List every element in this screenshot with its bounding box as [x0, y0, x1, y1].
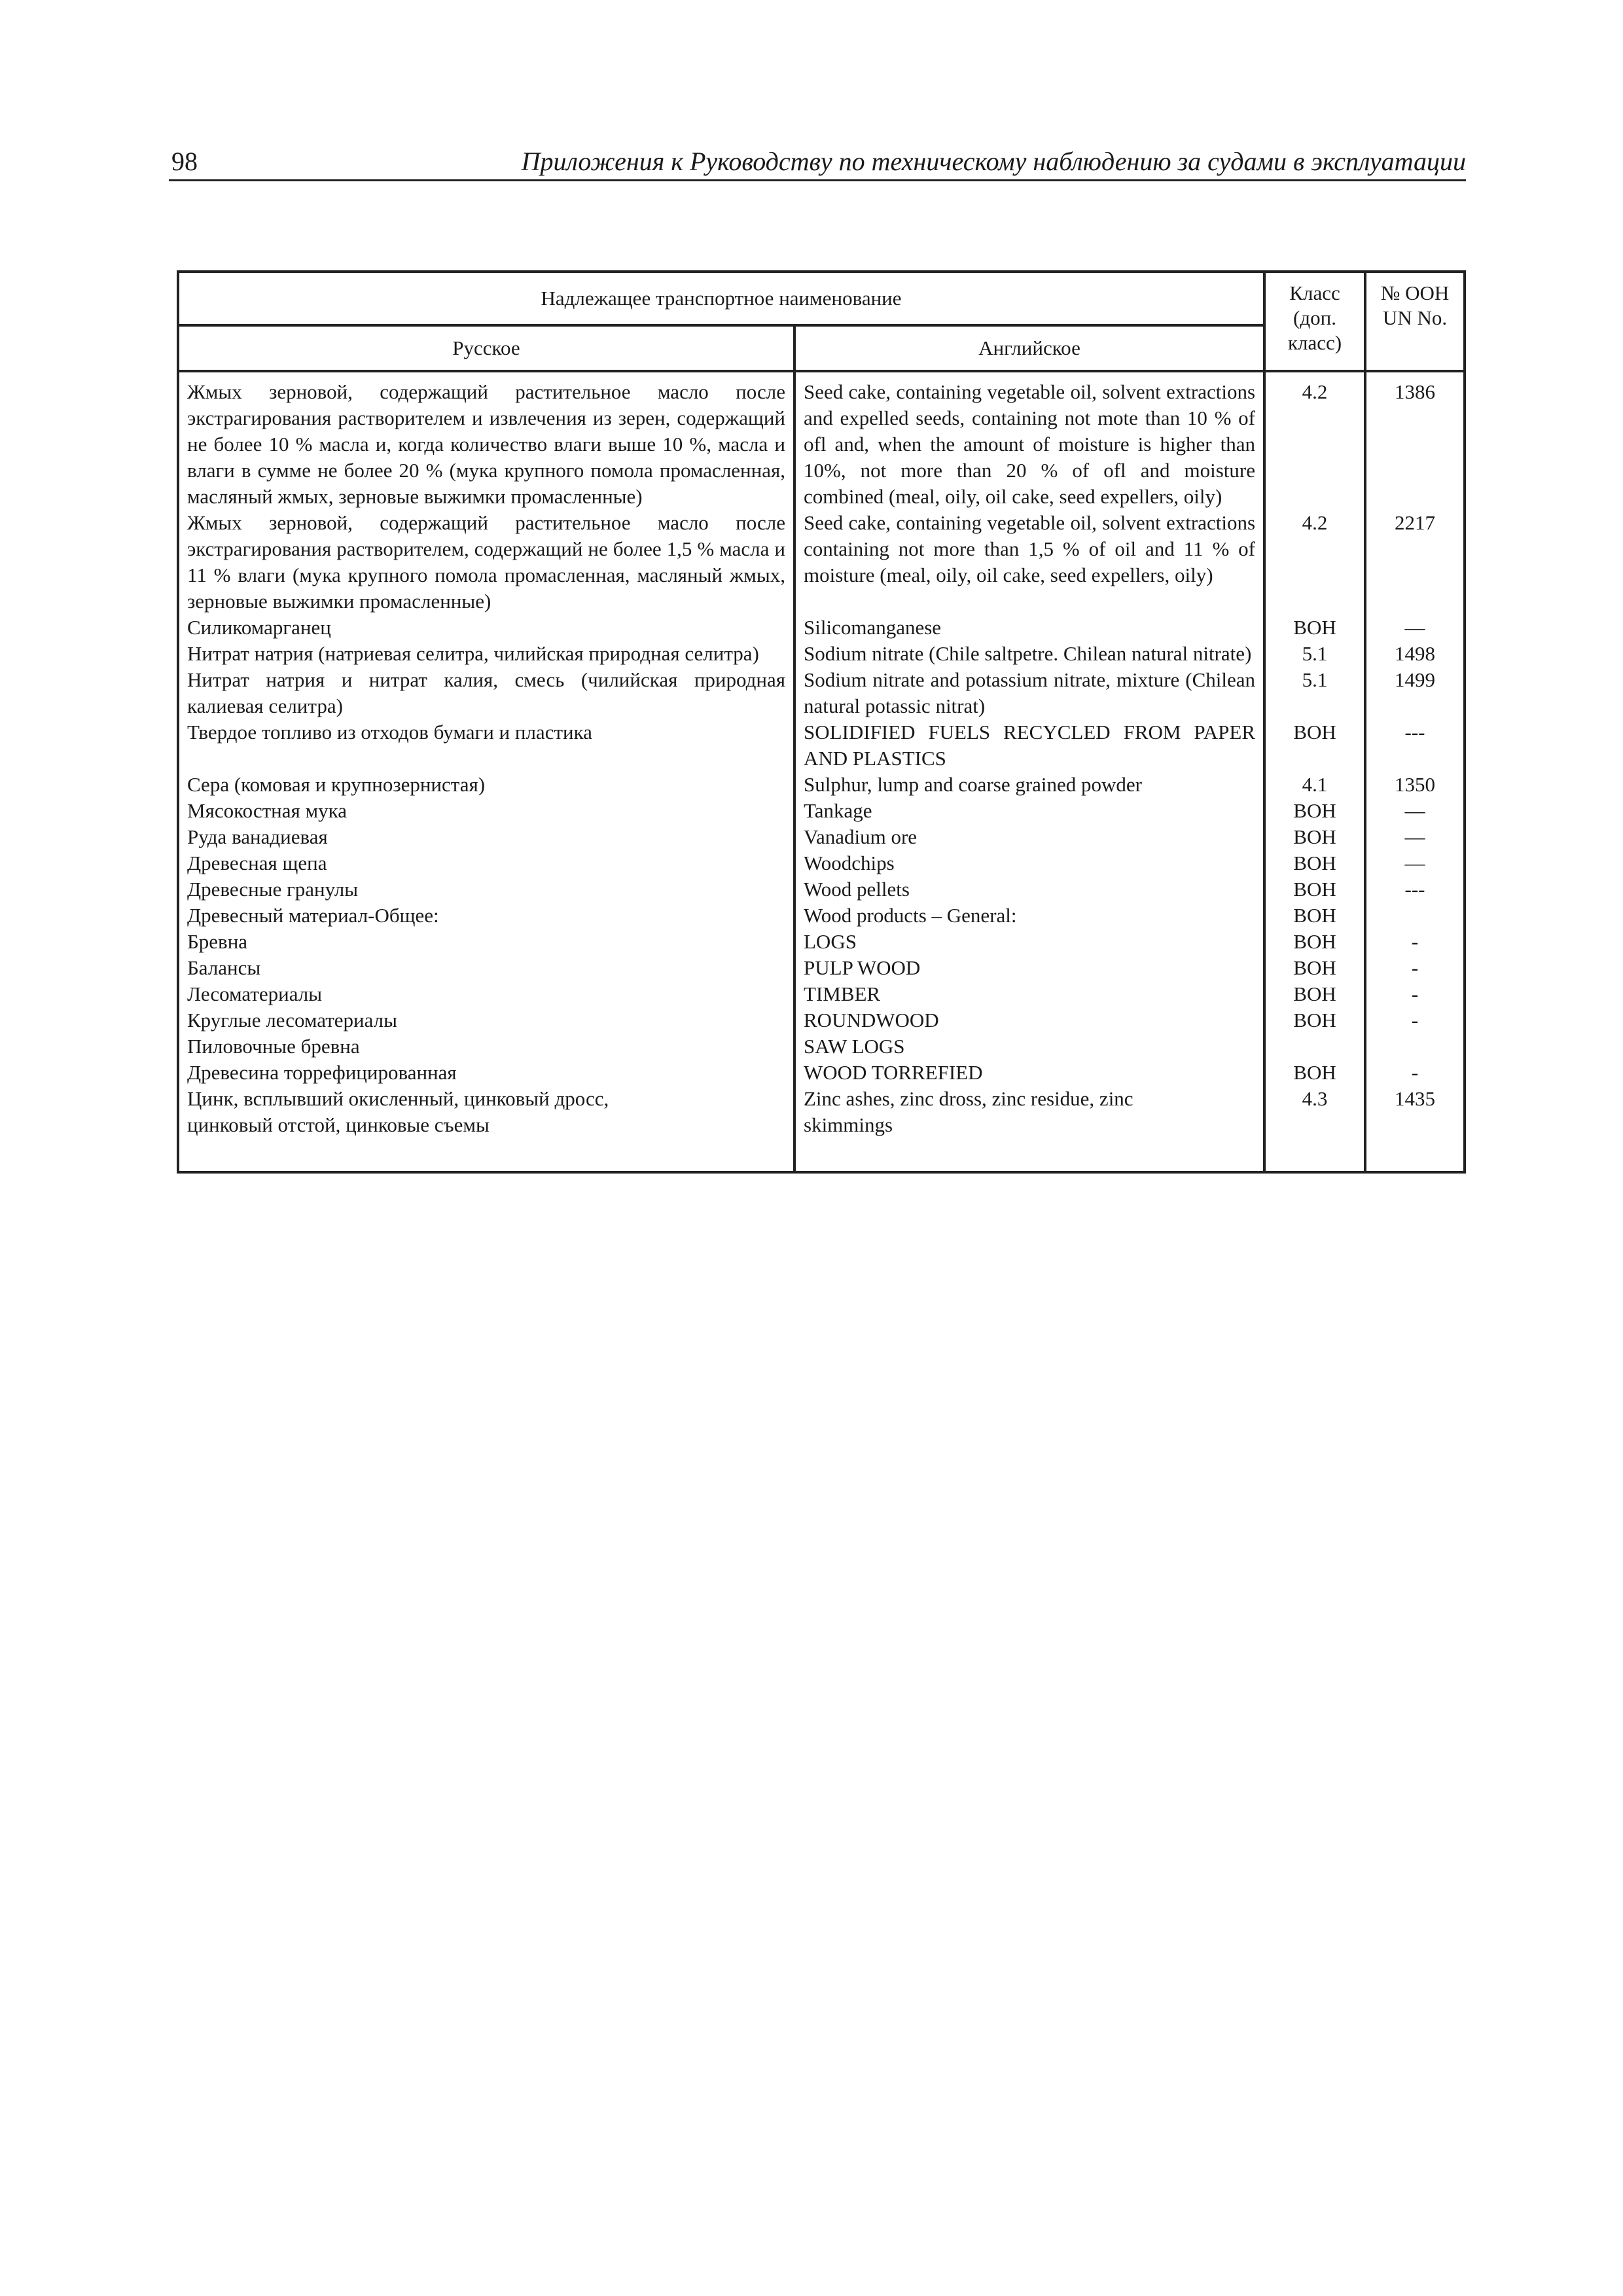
cell-class: ВОН: [1264, 1007, 1365, 1033]
cell-class: 4.3: [1264, 1086, 1365, 1172]
cell-russian: Жмых зерновой, содержащий растительное масло после экстрагирования растворителем и извлечения из зерен, содержащий не более 10 % масла и, когда количество влаги выше 10 %, масла и влаги в сумме не более 20 % (мука крупного помола промасленная, масляный жмых, зерновые выжимки промасленные): [178, 371, 794, 510]
cell-english: LOGS: [794, 929, 1264, 955]
cell-russian: Бревна: [178, 929, 794, 955]
table-row: [178, 929, 1465, 955]
cell-un-number: -: [1365, 1007, 1465, 1033]
page-number: 98: [171, 147, 198, 176]
header-russian: Русское: [178, 325, 794, 371]
cell-un-number: 1498: [1365, 641, 1465, 667]
cell-english: SAW LOGS: [794, 1033, 1264, 1060]
cell-class: ВОН: [1264, 798, 1365, 824]
cell-un-number: 1350: [1365, 772, 1465, 798]
header-english: Английское: [794, 325, 1264, 371]
cell-russian: Сера (комовая и крупнозернистая): [178, 772, 794, 798]
cell-class: [1264, 1033, 1365, 1060]
cell-un-number: -: [1365, 981, 1465, 1007]
table-row: [178, 719, 1465, 772]
header-un-number: № ООН UN No.: [1365, 272, 1465, 371]
table-row: [178, 824, 1465, 850]
cell-russian: Нитрат натрия и нитрат калия, смесь (чилийская природная калиевая селитра): [178, 667, 794, 719]
table-row: [178, 510, 1465, 615]
cell-un-number: —: [1365, 615, 1465, 641]
cell-class: ВОН: [1264, 955, 1365, 981]
cell-class: ВОН: [1264, 929, 1365, 955]
table-row: [178, 1060, 1465, 1086]
cell-class: ВОН: [1264, 615, 1365, 641]
cell-english: Vanadium ore: [794, 824, 1264, 850]
cell-russian: Силикомарганец: [178, 615, 794, 641]
cell-english: Seed cake, containing vegetable oil, solvent extractions containing not more than 1,5 % of oil and 11 % of moisture (meal, oily, oil cake, seed expellers, oily): [794, 510, 1264, 615]
cell-russian: Древесная щепа: [178, 850, 794, 876]
header-proper-shipping-name: Надлежащее транспортное наименование: [178, 272, 1264, 325]
cell-english: Silicomanganese: [794, 615, 1264, 641]
cell-english: Sulphur, lump and coarse grained powder: [794, 772, 1264, 798]
cell-russian: Жмых зерновой, содержащий растительное масло после экстрагирования растворителем, содержащий не более 1,5 % масла и 11 % влаги (мука крупного помола промасленная, масляный жмых, зерновые выжимки промасленные): [178, 510, 794, 615]
cell-english: Sodium nitrate (Chile saltpetre. Chilean natural nitrate): [794, 641, 1264, 667]
cell-english: Wood products – General:: [794, 903, 1264, 929]
table-row: [178, 1033, 1465, 1060]
cell-un-number: ---: [1365, 719, 1465, 772]
cell-un-number: [1365, 1033, 1465, 1060]
table-row: [178, 903, 1465, 929]
table-row: [178, 615, 1465, 641]
cargo-table: [177, 270, 1466, 1174]
table-row: [178, 955, 1465, 981]
cell-un-number: —: [1365, 824, 1465, 850]
table-row: [178, 876, 1465, 903]
cell-class: ВОН: [1264, 719, 1365, 772]
cell-class: 4.2: [1264, 371, 1365, 510]
cell-english: Seed cake, containing vegetable oil, solvent extractions and expelled seeds, containing not mote than 10 % of ofl and, when the amount of moisture is higher than 10%, not more than 20 % of ofl and moisture combined (meal, oily, oil cake, seed expellers, oily): [794, 371, 1264, 510]
cell-russian: Пиловочные бревна: [178, 1033, 794, 1060]
header-class: Класс (доп. класс): [1264, 272, 1365, 371]
cell-english: Zinc ashes, zinc dross, zinc residue, zinc skimmings: [794, 1086, 1264, 1172]
cell-un-number: [1365, 903, 1465, 929]
cell-english: Sodium nitrate and potassium nitrate, mixture (Chilean natural potassic nitrat): [794, 667, 1264, 719]
cell-class: ВОН: [1264, 981, 1365, 1007]
cell-russian: Лесоматериалы: [178, 981, 794, 1007]
cell-un-number: ---: [1365, 876, 1465, 903]
cell-class: 4.1: [1264, 772, 1365, 798]
table-body: [178, 371, 1465, 1172]
table-row: [178, 371, 1465, 510]
running-title: Приложения к Руководству по техническому наблюдению за судами в эксплуатации: [521, 147, 1466, 176]
cell-un-number: —: [1365, 850, 1465, 876]
table-row: [178, 1086, 1465, 1172]
cell-russian: Балансы: [178, 955, 794, 981]
cell-english: PULP WOOD: [794, 955, 1264, 981]
page-header: [169, 145, 1466, 181]
cell-russian: Древесные гранулы: [178, 876, 794, 903]
cell-russian: Древесина торрефицированная: [178, 1060, 794, 1086]
table-row: [178, 667, 1465, 719]
table-row: [178, 850, 1465, 876]
cell-russian: Круглые лесоматериалы: [178, 1007, 794, 1033]
cell-english: TIMBER: [794, 981, 1264, 1007]
cell-un-number: -: [1365, 955, 1465, 981]
cell-un-number: -: [1365, 1060, 1465, 1086]
table-row: [178, 772, 1465, 798]
cell-russian: Древесный материал-Общее:: [178, 903, 794, 929]
cell-un-number: —: [1365, 798, 1465, 824]
cell-class: 4.2: [1264, 510, 1365, 615]
table-row: [178, 641, 1465, 667]
cell-class: ВОН: [1264, 850, 1365, 876]
cell-russian: Твердое топливо из отходов бумаги и пластика: [178, 719, 794, 772]
cell-class: ВОН: [1264, 876, 1365, 903]
table-header: [178, 272, 1465, 371]
cell-un-number: 2217: [1365, 510, 1465, 615]
cell-english: WOOD TORREFIED: [794, 1060, 1264, 1086]
cell-russian: Нитрат натрия (натриевая селитра, чилийская природная селитра): [178, 641, 794, 667]
cell-class: ВОН: [1264, 1060, 1365, 1086]
cell-class: ВОН: [1264, 824, 1365, 850]
cell-russian: Цинк, всплывший окисленный, цинковый дросс, цинковый отстой, цинковые съемы: [178, 1086, 794, 1172]
table-row: [178, 1007, 1465, 1033]
cell-english: ROUNDWOOD: [794, 1007, 1264, 1033]
cell-english: Woodchips: [794, 850, 1264, 876]
table-row: [178, 798, 1465, 824]
table-row: [178, 981, 1465, 1007]
cell-english: SOLIDIFIED FUELS RECYCLED FROM PAPER AND PLASTICS: [794, 719, 1264, 772]
cell-un-number: 1386: [1365, 371, 1465, 510]
cell-english: Wood pellets: [794, 876, 1264, 903]
cell-class: 5.1: [1264, 641, 1365, 667]
cell-un-number: 1499: [1365, 667, 1465, 719]
cell-un-number: -: [1365, 929, 1465, 955]
cell-russian: Мясокостная мука: [178, 798, 794, 824]
cell-russian: Руда ванадиевая: [178, 824, 794, 850]
cell-un-number: 1435: [1365, 1086, 1465, 1172]
cell-english: Tankage: [794, 798, 1264, 824]
cell-class: ВОН: [1264, 903, 1365, 929]
cell-class: 5.1: [1264, 667, 1365, 719]
